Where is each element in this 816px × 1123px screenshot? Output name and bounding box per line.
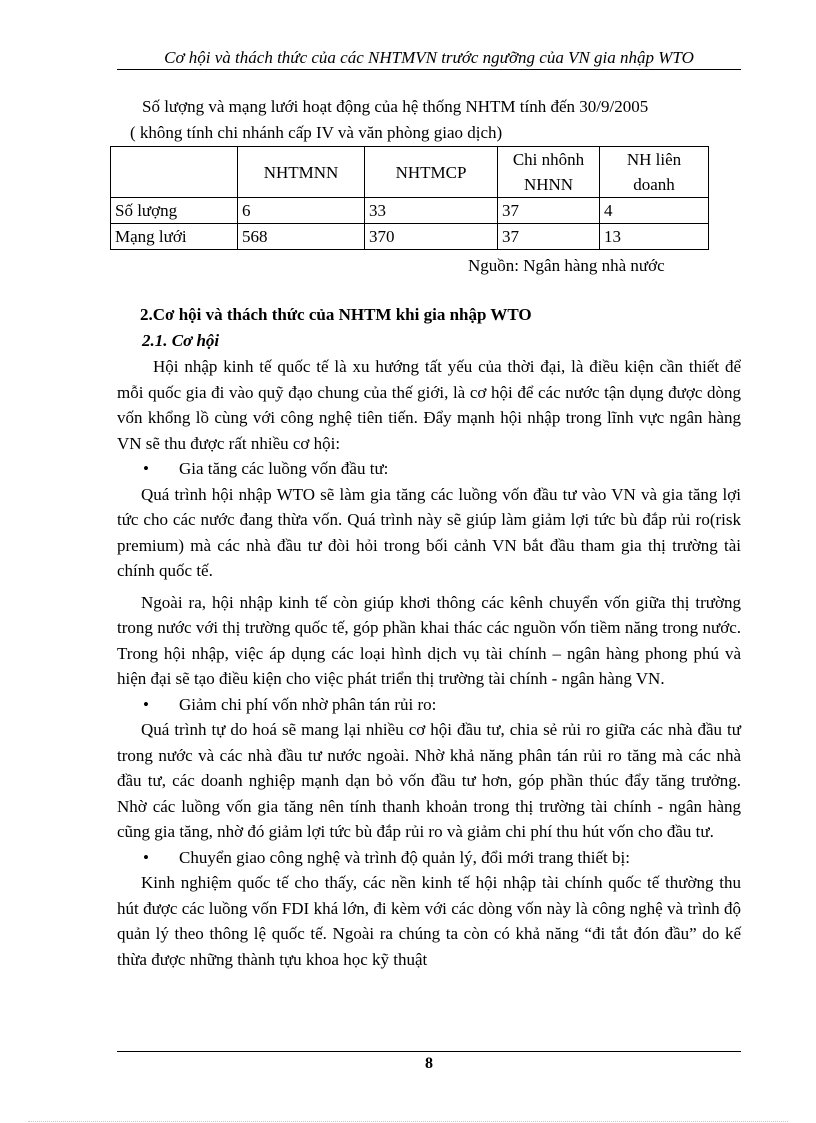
paragraph: Hội nhập kinh tế quốc tế là xu hướng tất yếu của thời đại, là điều kiện cần thiết để mỗi quốc gia đi vào quỹ đạo chung của thế giới, là cơ hội để các nước tận dụng được dòng vốn khổng lồ cùng với công nghệ tiên tiến. Đẩy mạnh hội nhập trong lĩnh vực ngân hàng VN sẽ thu được rất nhiều cơ hội: xyxy=(117,357,741,453)
subsection-title: 2.1. Cơ hội xyxy=(142,331,220,350)
body-text xyxy=(117,354,741,972)
table-cell: 370 xyxy=(365,224,498,250)
table-cell: 37 xyxy=(498,224,600,250)
table-cell: 37 xyxy=(498,198,600,224)
footer-divider xyxy=(117,1051,741,1052)
table-header-cell: Chi nhônh NHNN xyxy=(498,147,600,198)
bullet-text: Gia tăng các luồng vốn đầu tư: xyxy=(179,459,389,478)
table-cell: Mạng lưới xyxy=(111,224,238,250)
bullet-item xyxy=(117,845,741,871)
bullet-text: Giảm chi phí vốn nhờ phân tán rủi ro: xyxy=(179,694,437,714)
bullet-icon: • xyxy=(143,694,149,714)
table-cell: Số lượng xyxy=(111,198,238,224)
paragraph: Quá trình hội nhập WTO sẽ làm gia tăng các luồng vốn đầu tư vào VN và gia tăng lợi tức cho các nước đang thừa vốn. Quá trình này sẽ giúp làm giảm lợi tức bù đắp rủi ro(risk premium) mà các nhà đầu tư đòi hỏi trong bối cảnh VN bắt đầu tham gia thị trường tài chính quốc tế. xyxy=(117,484,741,580)
bullet-item xyxy=(117,456,741,482)
table-cell: 6 xyxy=(238,198,365,224)
table-cell: 33 xyxy=(365,198,498,224)
table-header-row xyxy=(111,147,709,198)
table-header-cell: NH liên doanh xyxy=(600,147,709,198)
page-number: 8 xyxy=(425,1055,433,1072)
bullet-icon: • xyxy=(143,459,149,478)
paragraph: Ngoài ra, hội nhập kinh tế còn giúp khơi thông các kênh chuyển vốn giữa thị trường trong nước với thị trường quốc tế, góp phần khai thác các nguồn vốn tiềm năng trong nước. Trong hội nhập, việc áp dụng các loại hình dịch vụ tài chính – ngân hàng phong phú và hiện đại sẽ tạo điều kiện cho việc phát triển thị trường tài chính - ngân hàng VN. xyxy=(117,592,741,688)
paragraph: Kinh nghiệm quốc tế cho thấy, các nền kinh tế hội nhập tài chính quốc tế thường thu hút được các luồng vốn FDI khá lớn, đi kèm với các dòng vốn này là công nghệ và trình độ quản lý theo thông lệ quốc tế. Ngoài ra chúng ta còn có khả năng “đi tắt đón đầu” do kế thừa được những thành tựu khoa học kỹ thuật xyxy=(117,873,741,969)
table-cell: 13 xyxy=(600,224,709,250)
table-row xyxy=(111,198,709,224)
table-header-cell: NHTMNN xyxy=(238,147,365,198)
bullet-icon: • xyxy=(143,847,149,867)
running-header: Cơ hội và thách thức của các NHTMVN trước ngưỡng của VN gia nhập WTO xyxy=(117,47,741,70)
table-header-cell: NHTMCP xyxy=(365,147,498,198)
page-boundary xyxy=(28,1121,788,1122)
table-row xyxy=(111,224,709,250)
paragraph: Quá trình tự do hoá sẽ mang lại nhiều cơ hội đầu tư, chia sẻ rủi ro giữa các nhà đầu tư trong nước và các nhà đầu tư nước ngoài. Nhờ khả năng phân tán rủi ro tăng mà các nhà đầu tư, các doanh nghiệp mạnh dạn bỏ vốn đầu tư hơn, góp phần thúc đẩy tăng trưởng. Nhờ các luồng vốn gia tăng nên tính thanh khoản trong thị trường tài chính - ngân hàng cũng gia tăng, nhờ đó giảm lợi tức bù đắp rủi ro và giảm chi phí thu hút vốn cho đầu tư. xyxy=(117,720,741,841)
bullet-text: Chuyển giao công nghệ và trình độ quản lý, đổi mới trang thiết bị: xyxy=(179,847,630,867)
table-source: Nguồn: Ngân hàng nhà nước xyxy=(468,256,665,275)
table-cell: 568 xyxy=(238,224,365,250)
bullet-item xyxy=(117,692,741,718)
bank-network-table xyxy=(110,146,709,250)
table-caption: Số lượng và mạng lưới hoạt động của hệ thống NHTM tính đến 30/9/2005 xyxy=(142,97,649,116)
table-cell: 4 xyxy=(600,198,709,224)
table-header-cell xyxy=(111,147,238,198)
section-title: 2.Cơ hội và thách thức của NHTM khi gia nhập WTO xyxy=(140,305,532,324)
table-caption-note: ( không tính chi nhánh cấp IV và văn phòng giao dịch) xyxy=(130,123,503,142)
